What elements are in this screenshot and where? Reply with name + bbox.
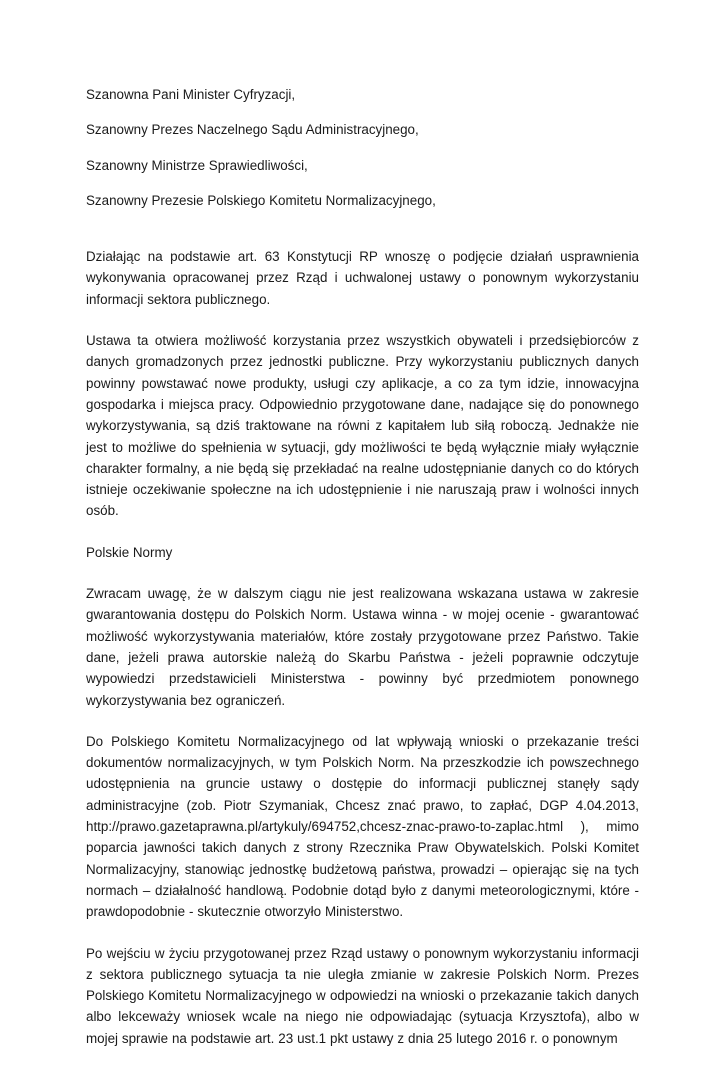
intro-paragraph: Działając na podstawie art. 63 Konstytucji RP wnoszę o podjęcie działań usprawnienia wykonywania opracowanej przez Rząd i uchwalonej ustawy o ponownym wykorzystaniu informacji sektora publicznego.: [86, 249, 639, 307]
greeting-supreme-admin-court: Szanowny Prezes Naczelnego Sądu Administracyjnego,: [86, 122, 419, 138]
section-heading: Polskie Normy: [86, 544, 173, 560]
paragraph-open-data: Ustawa ta otwiera możliwość korzystania przez wszystkich obywateli i przedsiębiorców z danych gromadzonych przez jednostki publiczne. Przy wykorzystaniu publicznych danych powinny powstawać nowe produkty, usługi czy aplikacje, a co za tym idzie, innowacyjna gospodarka i miejsca pracy. Odpowiednio przygotowane dane, nadające się do ponownego wykorzystywania, są dziś traktowane na równi z kapitałem lub siłą roboczą. Jednakże nie jest to możliwe do spełnienia w sytuacji, gdy możliwości te będą wyłącznie miały wyłącznie charakter formalny, a nie będą się przekładać na realne udostępnianie danych co do których istnieje oczekiwanie społeczne na ich udostępnienie i nie naruszają praw i wolności innych osób.: [86, 333, 639, 519]
paragraph-polish-norms: Zwracam uwagę, że w dalszym ciągu nie jest realizowana wskazana ustawa w zakresie gwarantowania dostępu do Polskich Norm. Ustawa winna - w mojej ocenie - gwarantować możliwość wykorzystywania materiałów, które zostały przygotowane przez Państwo. Takie dane, jeżeli prawa autorskie należą do Skarbu Państwa - jeżeli poprawnie odczytuje wypowiedzi przedstawicieli Ministerstwa - powinny być przedmiotem ponownego wykorzystywania bez ograniczeń.: [86, 586, 639, 708]
greeting-minister-digitization: Szanowna Pani Minister Cyfryzacji,: [86, 87, 296, 102]
greeting-standardization-committee: Szanowny Prezesie Polskiego Komitetu Normalizacyjnego,: [86, 192, 436, 208]
paragraph-after-act: Po wejściu w życiu przygotowanej przez Rząd ustawy o ponownym wykorzystaniu informacji z sektora publicznego sytuacja ta nie uległa zmianie w zakresie Polskich Norm. Prezes Polskiego Komitetu Normalizacyjnego w odpowiedzi na wnioski o przekazanie takich danych albo lekceważy wniosek wcale na niego nie odpowiadając (sytuacja Krzysztofa), albo w mojej sprawie na podstawie art. 23 ust.1 pkt ustawy z dnia 25 lutego 2016 r. o ponownym: [86, 945, 639, 1046]
paragraph-pkn-requests: Do Polskiego Komitetu Normalizacyjnego od lat wpływają wnioski o przekazanie treści dokumentów normalizacyjnych, w tym Polskich Norm. Na przeszkodzie ich powszechnego udostępnienia na gruncie ustawy o dostępie do informacji publicznej stanęły sądy administracyjne (zob. Piotr Szymaniak, Chcesz znać prawo, to zapłać, DGP 4.04.2013, http://prawo.gazetaprawna.pl/artykuly/694752,chcesz-znac-prawo-to-zaplac.html ), mimo poparcia jawności takich danych z strony Rzecznika Praw Obywatelskich. Polski Komitet Normalizacyjny, stanowiąc jednostkę budżetową państwa, prowadzi – opierając się na tych normach – działalność handlową. Podobnie dotąd było z danymi meteorologicznymi, które - prawdopodobnie - skutecznie otworzyło Ministerstwo.: [86, 733, 639, 920]
greeting-minister-justice: Szanowny Ministrze Sprawiedliwości,: [86, 157, 308, 173]
letter-body: [86, 84, 639, 1069]
